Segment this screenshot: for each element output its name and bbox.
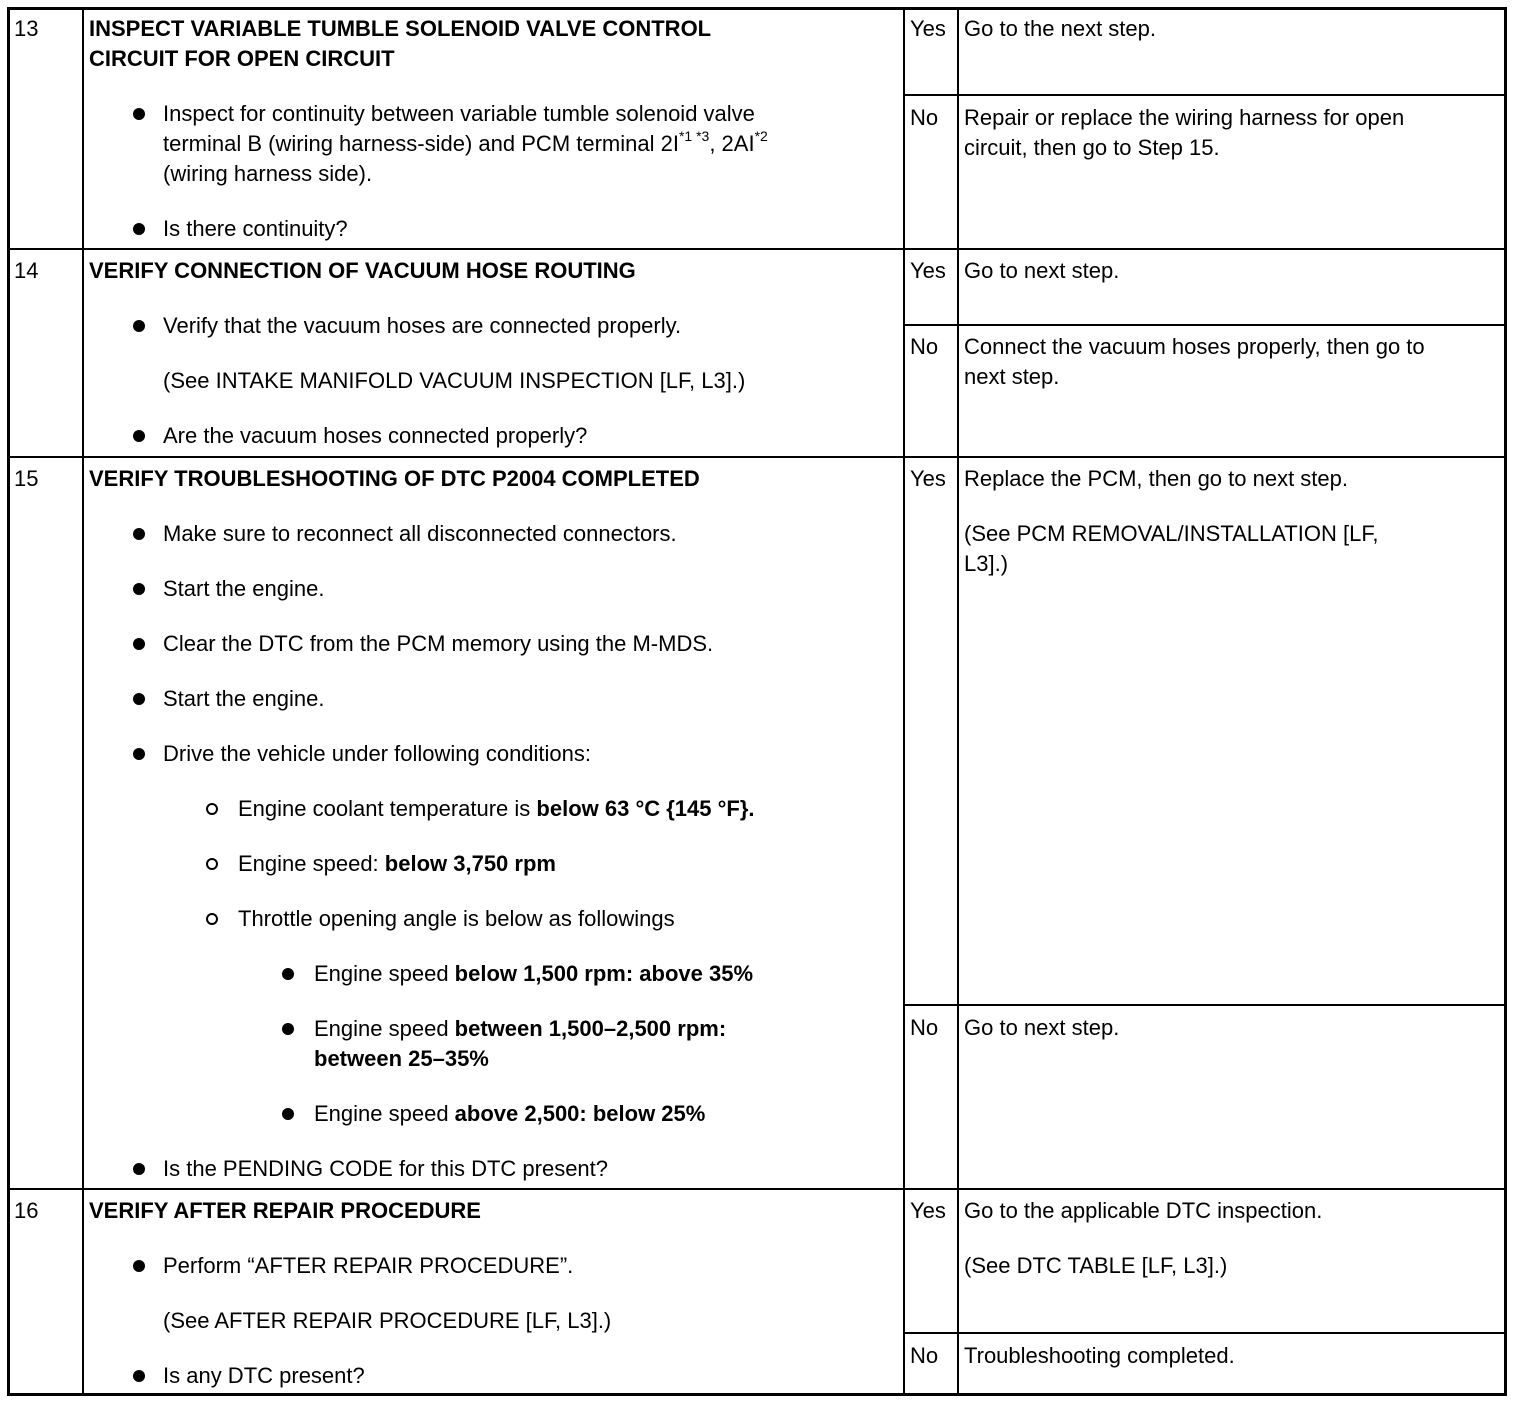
action-text: Start the engine.: [163, 576, 325, 601]
reference-text: (See INTAKE MANIFOLD VACUUM INSPECTION [LF, L3].): [163, 368, 746, 393]
sub-condition-text: Engine speed above 2,500: below 25%: [314, 1101, 706, 1126]
bullet-icon: [133, 638, 145, 650]
step-number: 14: [14, 258, 39, 283]
no-label: No: [910, 1015, 939, 1040]
reference-text: (See DTC TABLE [LF, L3].): [964, 1253, 1228, 1278]
yes-label: Yes: [910, 1198, 946, 1223]
no-result-text: Go to next step.: [964, 1015, 1120, 1040]
yes-label: Yes: [910, 258, 946, 283]
reference-text: (See PCM REMOVAL/INSTALLATION [LF,: [964, 521, 1379, 546]
circle-bullet-icon: [206, 858, 218, 870]
yes-result-text: Go to the applicable DTC inspection.: [964, 1198, 1323, 1223]
question-text: Is there continuity?: [163, 216, 348, 241]
yes-result-text: Go to the next step.: [964, 16, 1157, 41]
bullet-icon: [133, 1163, 145, 1175]
action-text: Start the engine.: [163, 686, 325, 711]
step-title: VERIFY CONNECTION OF VACUUM HOSE ROUTING: [89, 258, 636, 283]
bullet-icon: [133, 320, 145, 332]
yes-no-separator-14: [903, 324, 1507, 326]
condition-text: Engine speed: below 3,750 rpm: [238, 851, 556, 876]
action-text: Drive the vehicle under following conditions:: [163, 741, 592, 766]
circle-bullet-icon: [206, 803, 218, 815]
question-text: Is any DTC present?: [163, 1363, 365, 1388]
bullet-icon: [133, 430, 145, 442]
bullet-icon: [133, 1370, 145, 1382]
no-label: No: [910, 1343, 939, 1368]
bullet-icon: [133, 583, 145, 595]
sub-condition-text: Engine speed between 1,500–2,500 rpm:: [314, 1016, 727, 1041]
action-text: Make sure to reconnect all disconnected connectors.: [163, 521, 677, 546]
yes-label: Yes: [910, 466, 946, 491]
step-number: 13: [14, 16, 39, 41]
sub-condition-text: Engine speed below 1,500 rpm: above 35%: [314, 961, 754, 986]
no-label: No: [910, 105, 939, 130]
condition-text: Engine coolant temperature is below 63 °C {145 °F}.: [238, 796, 755, 821]
step-title: CIRCUIT FOR OPEN CIRCUIT: [89, 46, 395, 71]
reference-text: L3].): [964, 551, 1009, 576]
yes-label: Yes: [910, 16, 946, 41]
bullet-icon: [282, 1108, 294, 1120]
no-result-text: Connect the vacuum hoses properly, then go to: [964, 334, 1425, 359]
action-text: terminal B (wiring harness-side) and PCM terminal $2I^{*1 *3}$, 2AI$^{*2}$: [163, 127, 768, 156]
action-text: Verify that the vacuum hoses are connected properly.: [163, 313, 682, 338]
condition-text: Throttle opening angle is below as followings: [238, 906, 675, 931]
no-result-text: Repair or replace the wiring harness for open: [964, 105, 1405, 130]
bullet-icon: [133, 693, 145, 705]
reference-text: (See AFTER REPAIR PROCEDURE [LF, L3].): [163, 1308, 612, 1333]
no-label: No: [910, 334, 939, 359]
step-title: VERIFY AFTER REPAIR PROCEDURE: [89, 1198, 481, 1223]
action-text: Inspect for continuity between variable tumble solenoid valve: [163, 101, 755, 126]
no-result-text: circuit, then go to Step 15.: [964, 135, 1220, 160]
step-title: VERIFY TROUBLESHOOTING OF DTC P2004 COMPLETED: [89, 466, 700, 491]
action-text: Perform “AFTER REPAIR PROCEDURE”.: [163, 1253, 574, 1278]
no-result-text: Troubleshooting completed.: [964, 1343, 1235, 1368]
yes-no-separator-13: [903, 94, 1507, 96]
bullet-icon: [133, 748, 145, 760]
question-text: Is the PENDING CODE for this DTC present?: [163, 1156, 609, 1181]
yes-result-text: Go to next step.: [964, 258, 1120, 283]
bullet-icon: [282, 968, 294, 980]
step-title: INSPECT VARIABLE TUMBLE SOLENOID VALVE CONTROL: [89, 16, 712, 41]
yes-no-separator-16: [903, 1332, 1507, 1334]
circle-bullet-icon: [206, 913, 218, 925]
row-separator-14-15: [7, 456, 1507, 458]
yes-no-separator-15: [903, 1004, 1507, 1006]
no-result-text: next step.: [964, 364, 1060, 389]
step-number: 16: [14, 1198, 39, 1223]
row-separator-15-16: [7, 1188, 1507, 1190]
bullet-icon: [133, 528, 145, 540]
bullet-icon: [282, 1023, 294, 1035]
question-text: Are the vacuum hoses connected properly?: [163, 423, 588, 448]
bullet-icon: [133, 223, 145, 235]
action-text: Clear the DTC from the PCM memory using the M-MDS.: [163, 631, 714, 656]
step-number: 15: [14, 466, 39, 491]
bullet-icon: [133, 108, 145, 120]
yes-result-text: Replace the PCM, then go to next step.: [964, 466, 1349, 491]
row-separator-13-14: [7, 248, 1507, 250]
bullet-icon: [133, 1260, 145, 1272]
sub-condition-text: between 25–35%: [314, 1046, 489, 1071]
action-text: (wiring harness side).: [163, 161, 373, 186]
